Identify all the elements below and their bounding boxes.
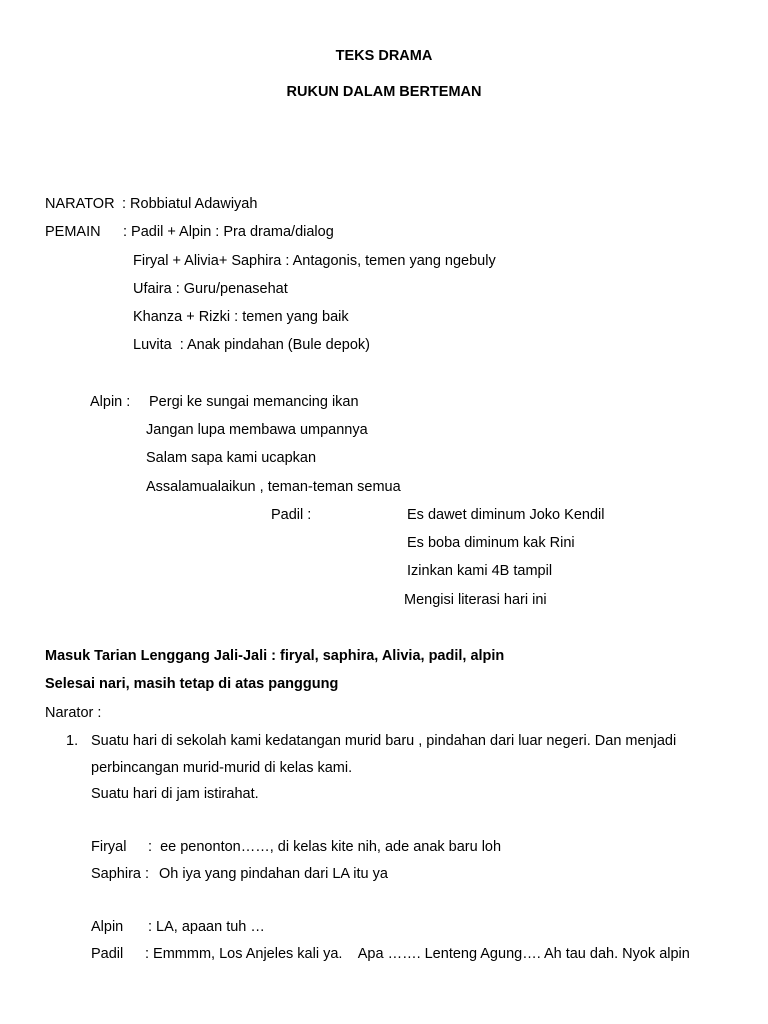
dialog-speaker: Saphira : [91,866,150,882]
pemain-label: PEMAIN [45,224,101,240]
padil-pantun-line: Izinkan kami 4B tampil [407,563,553,579]
padil-speaker: Padil : [271,507,312,523]
dialog-text: : ee penonton……, di kelas kite nih, ade anak baru loh [148,839,502,855]
dialog-text: : LA, apaan tuh … [148,919,265,935]
dialog-speaker: Padil [91,946,124,962]
padil-pantun-line: Es dawet diminum Joko Kendil [407,507,605,523]
pemain-item: Ufaira : Guru/penasehat [133,281,288,297]
document-title: TEKS DRAMA [335,48,433,64]
document-subtitle: RUKUN DALAM BERTEMAN [286,84,482,100]
alpin-pantun-line: Assalamualaikun , teman-teman semua [146,479,401,495]
dialog-text: Oh iya yang pindahan dari LA itu ya [159,866,388,882]
pemain-first: : Padil + Alpin : Pra drama/dialog [123,224,334,240]
dialog-text: : Emmmm, Los Anjeles kali ya. Apa ……. Lenteng Agung…. Ah tau dah. Nyok alpin [145,946,690,962]
stage-direction-after: Selesai nari, masih tetap di atas panggung [45,676,339,692]
dialog-speaker: Firyal [91,839,127,855]
alpin-pantun-line: Pergi ke sungai memancing ikan [149,394,359,410]
padil-pantun-line: Es boba diminum kak Rini [407,535,575,551]
narration-line: perbincangan murid-murid di kelas kami. [91,760,353,776]
stage-direction-dance: Masuk Tarian Lenggang Jali-Jali : firyal, saphira, Alivia, padil, alpin [45,648,505,664]
alpin-pantun-line: Salam sapa kami ucapkan [146,450,317,466]
alpin-pantun-line: Jangan lupa membawa umpannya [146,422,368,438]
narator-label: NARATOR [45,196,115,212]
dialog-speaker: Alpin [91,919,124,935]
pemain-item: Khanza + Rizki : temen yang baik [133,309,349,325]
narration-line: Suatu hari di sekolah kami kedatangan murid baru , pindahan dari luar negeri. Dan menjadi [91,733,677,749]
list-item-number: 1. [66,733,79,749]
alpin-speaker: Alpin : [90,394,131,410]
narator-section-label: Narator : [45,705,102,721]
pemain-item: Luvita : Anak pindahan (Bule depok) [133,337,370,353]
narration-line: Suatu hari di jam istirahat. [91,786,259,802]
pemain-item: Firyal + Alivia+ Saphira : Antagonis, temen yang ngebuly [133,253,496,269]
padil-pantun-line: Mengisi literasi hari ini [404,592,547,608]
narator-value: : Robbiatul Adawiyah [122,196,258,212]
